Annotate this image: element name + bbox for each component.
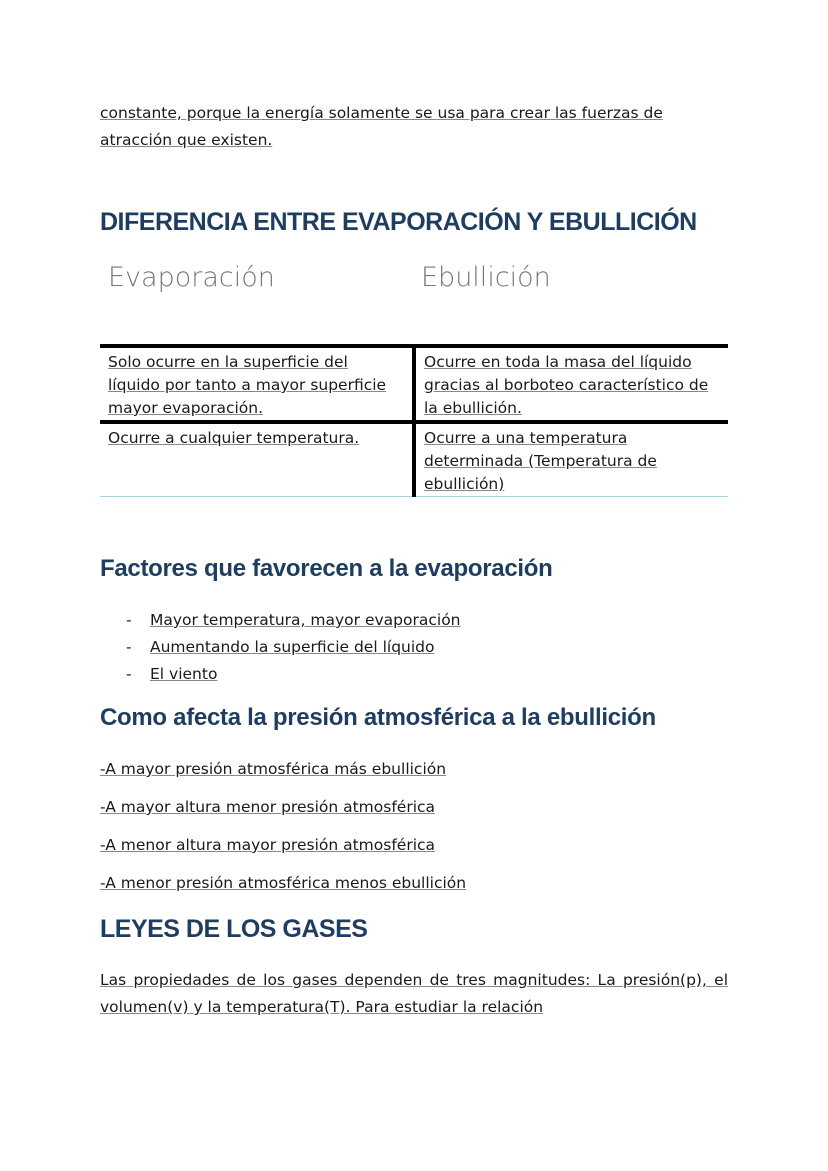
column-heading-evaporation: Evaporación bbox=[108, 262, 275, 293]
table-row bbox=[100, 346, 728, 422]
table-cell: Ocurre a una temperatura determinada (Temperatura de ebullición) bbox=[414, 422, 728, 497]
section-heading-difference: DIFERENCIA ENTRE EVAPORACIÓN Y EBULLICIÓN bbox=[100, 208, 697, 236]
factors-list bbox=[100, 607, 461, 688]
comparison-table bbox=[100, 344, 728, 497]
gas-laws-paragraph: Las propiedades de los gases dependen de tres magnitudes: La presión(p), el volumen(v) y la temperatura(T). Para estudiar la relación bbox=[100, 971, 728, 1016]
pressure-line: -A menor altura mayor presión atmosférica bbox=[100, 836, 436, 854]
list-item-text: El viento bbox=[150, 665, 218, 683]
list-item bbox=[100, 634, 461, 661]
intro-paragraph: constante, porque la energía solamente se usa para crear las fuerzas de atracción que existen. bbox=[100, 104, 663, 149]
pressure-line: -A mayor altura menor presión atmosférica bbox=[100, 798, 436, 816]
section-heading-factors: Factores que favorecen a la evaporación bbox=[100, 555, 553, 582]
column-heading-boiling: Ebullición bbox=[421, 262, 551, 293]
section-heading-pressure: Como afecta la presión atmosférica a la ebullición bbox=[100, 704, 656, 731]
pressure-line: -A menor presión atmosférica menos ebullición bbox=[100, 874, 467, 892]
list-item bbox=[100, 661, 461, 688]
table-cell: Ocurre a cualquier temperatura. bbox=[100, 422, 414, 497]
table-row bbox=[100, 422, 728, 497]
list-item bbox=[100, 607, 461, 634]
table-cell: Ocurre en toda la masa del líquido gracias al borboteo característico de la ebullición. bbox=[414, 346, 728, 422]
table-cell: Solo ocurre en la superficie del líquido por tanto a mayor superficie mayor evaporación. bbox=[100, 346, 414, 422]
pressure-line: -A mayor presión atmosférica más ebullición bbox=[100, 760, 447, 778]
list-item-text: Mayor temperatura, mayor evaporación bbox=[150, 611, 461, 629]
section-heading-gas-laws: LEYES DE LOS GASES bbox=[100, 915, 368, 943]
list-item-text: Aumentando la superficie del líquido bbox=[150, 638, 435, 656]
